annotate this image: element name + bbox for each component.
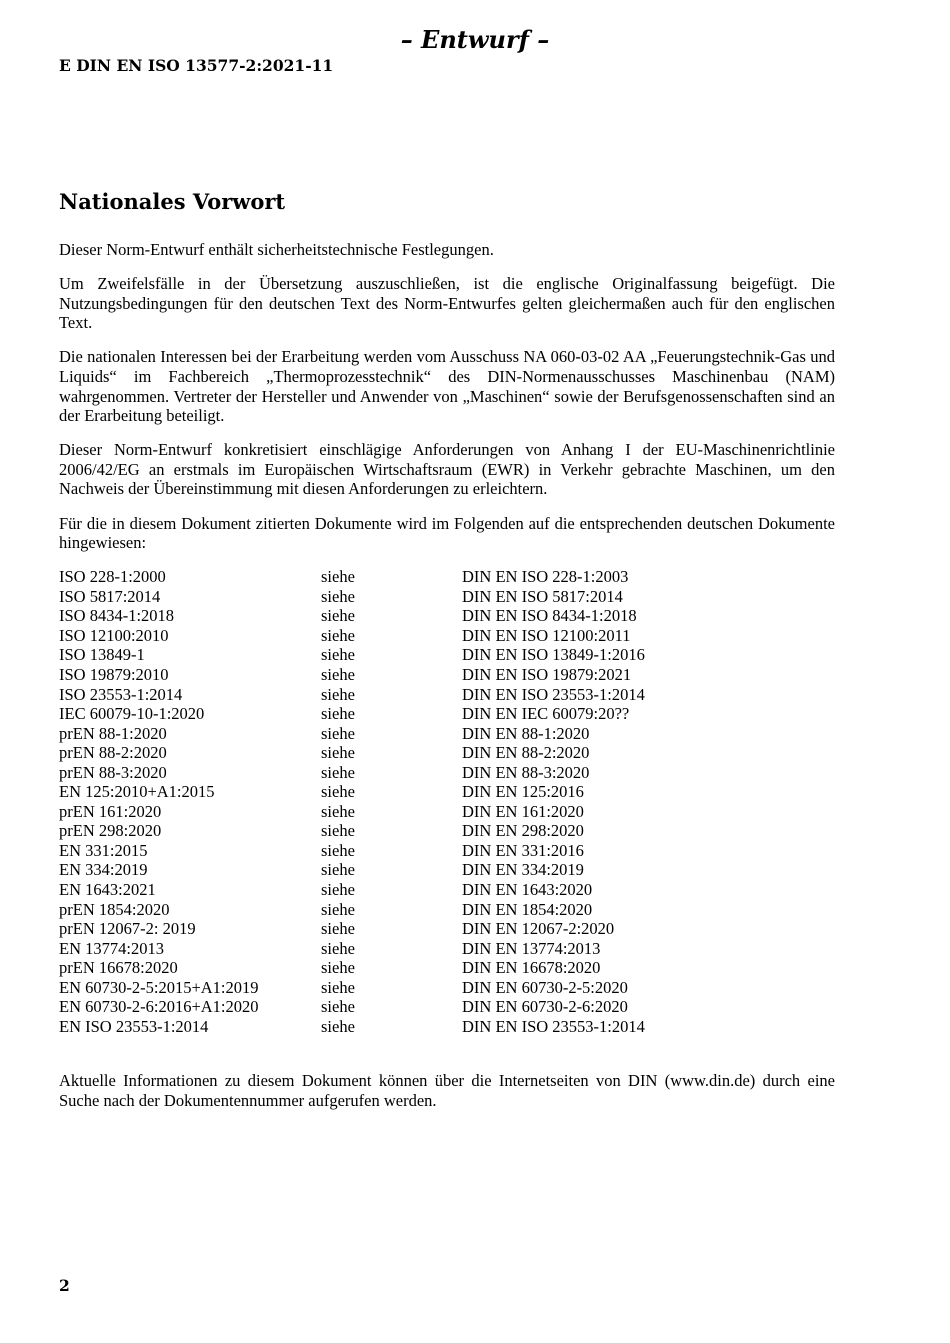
- cited-document: EN 60730-2-6:2016+A1:2020: [59, 997, 259, 1017]
- german-document: DIN EN 331:2016: [462, 840, 584, 860]
- cited-document: EN 60730-2-5:2015+A1:2019: [59, 977, 259, 997]
- german-document: DIN EN 88-2:2020: [462, 743, 590, 763]
- relation-label: siehe: [321, 743, 355, 763]
- german-document: DIN EN ISO 8434-1:2018: [462, 606, 637, 626]
- german-document: DIN EN 16678:2020: [462, 958, 601, 978]
- reference-row: [59, 743, 722, 763]
- reference-row: [59, 606, 722, 626]
- paragraph: Um Zweifelsfälle in der Übersetzung auszuschließen, ist die englische Originalfassung beigefügt. Die Nutzungsbedingungen für den deutschen Text des Norm-Entwurfes gelten gleichermaßen auch für den englischen Text.: [59, 274, 835, 333]
- reference-row: [59, 978, 722, 998]
- relation-label: siehe: [321, 762, 355, 782]
- relation-label: siehe: [321, 723, 355, 743]
- relation-label: siehe: [321, 1016, 355, 1036]
- cited-document: ISO 19879:2010: [59, 664, 169, 684]
- relation-label: siehe: [321, 684, 355, 704]
- german-document: DIN EN ISO 5817:2014: [462, 586, 623, 606]
- paragraph: Für die in diesem Dokument zitierten Dokumente wird im Folgenden auf die entsprechenden deutschen Dokumente hingewiesen:: [59, 513, 835, 553]
- reference-table: [59, 567, 722, 1036]
- german-document: DIN EN 298:2020: [462, 821, 584, 841]
- cited-document: ISO 228-1:2000: [59, 567, 166, 587]
- reference-row: [59, 704, 722, 724]
- reference-row: [59, 880, 722, 900]
- german-document: DIN EN 88-1:2020: [462, 723, 590, 743]
- cited-document: IEC 60079-10-1:2020: [59, 704, 205, 724]
- reference-row: [59, 939, 722, 959]
- relation-label: siehe: [321, 625, 355, 645]
- cited-document: EN 125:2010+A1:2015: [59, 782, 215, 802]
- reference-row: [59, 919, 722, 939]
- relation-label: siehe: [321, 664, 355, 684]
- cited-document: EN ISO 23553-1:2014: [59, 1016, 209, 1036]
- paragraph: Die nationalen Interessen bei der Erarbeitung werden vom Ausschuss NA 060-03-02 AA „Feuerungstechnik-Gas und Liquids“ im Fachbereich „Thermoprozesstechnik“ des DIN-Normenausschusses Maschinenbau (NAM) wahrgenommen. Vertreter der Hersteller und Anwender von „Maschinen“ sowie der Berufsgenossenschaften sind an der Erarbeitung beteiligt.: [59, 347, 835, 426]
- cited-document: EN 331:2015: [59, 840, 148, 860]
- cited-document: EN 1643:2021: [59, 879, 156, 899]
- cited-document: ISO 5817:2014: [59, 586, 161, 606]
- german-document: DIN EN ISO 23553-1:2014: [462, 1016, 645, 1036]
- german-document: DIN EN ISO 228-1:2003: [462, 567, 629, 587]
- relation-label: siehe: [321, 919, 355, 939]
- cited-document: prEN 88-1:2020: [59, 723, 167, 743]
- reference-row: [59, 821, 722, 841]
- german-document: DIN EN ISO 12100:2011: [462, 625, 631, 645]
- relation-label: siehe: [321, 586, 355, 606]
- relation-label: siehe: [321, 860, 355, 880]
- cited-document: prEN 88-3:2020: [59, 762, 167, 782]
- cited-document: prEN 88-2:2020: [59, 743, 167, 763]
- cited-document: ISO 13849-1: [59, 645, 145, 665]
- relation-label: siehe: [321, 840, 355, 860]
- reference-row: [59, 665, 722, 685]
- reference-row: [59, 802, 722, 822]
- relation-label: siehe: [321, 997, 355, 1017]
- relation-label: siehe: [321, 899, 355, 919]
- reference-row: [59, 685, 722, 705]
- reference-row: [59, 567, 722, 587]
- reference-table-body: [59, 567, 722, 1036]
- reference-row: [59, 958, 722, 978]
- german-document: DIN EN 60730-2-6:2020: [462, 997, 628, 1017]
- relation-label: siehe: [321, 645, 355, 665]
- reference-row: [59, 997, 722, 1017]
- relation-label: siehe: [321, 801, 355, 821]
- german-document: DIN EN 125:2016: [462, 782, 584, 802]
- cited-document: prEN 161:2020: [59, 801, 162, 821]
- german-document: DIN EN 12067-2:2020: [462, 919, 615, 939]
- relation-label: siehe: [321, 567, 355, 587]
- cited-document: EN 334:2019: [59, 860, 148, 880]
- german-document: DIN EN IEC 60079:20??: [462, 704, 630, 724]
- german-document: DIN EN 88-3:2020: [462, 762, 590, 782]
- reference-row: [59, 782, 722, 802]
- cited-document: prEN 1854:2020: [59, 899, 170, 919]
- document-id: E DIN EN ISO 13577-2:2021-11: [59, 56, 334, 75]
- german-document: DIN EN ISO 23553-1:2014: [462, 684, 645, 704]
- german-document: DIN EN ISO 13849-1:2016: [462, 645, 645, 665]
- reference-row: [59, 860, 722, 880]
- draft-banner: – Entwurf –: [400, 25, 550, 54]
- relation-label: siehe: [321, 977, 355, 997]
- cited-document: prEN 298:2020: [59, 821, 162, 841]
- german-document: DIN EN ISO 19879:2021: [462, 664, 632, 684]
- cited-document: ISO 23553-1:2014: [59, 684, 183, 704]
- reference-row: [59, 841, 722, 861]
- german-document: DIN EN 1643:2020: [462, 879, 593, 899]
- relation-label: siehe: [321, 879, 355, 899]
- reference-row: [59, 645, 722, 665]
- relation-label: siehe: [321, 821, 355, 841]
- relation-label: siehe: [321, 958, 355, 978]
- cited-document: ISO 8434-1:2018: [59, 606, 175, 626]
- reference-row: [59, 626, 722, 646]
- german-document: DIN EN 13774:2013: [462, 938, 601, 958]
- relation-label: siehe: [321, 938, 355, 958]
- german-document: DIN EN 334:2019: [462, 860, 584, 880]
- cited-document: EN 13774:2013: [59, 938, 164, 958]
- page-number: 2: [59, 1276, 70, 1295]
- reference-row: [59, 1017, 722, 1037]
- cited-document: prEN 16678:2020: [59, 958, 178, 978]
- paragraph: Dieser Norm-Entwurf enthält sicherheitstechnische Festlegungen.: [59, 240, 494, 259]
- cited-document: prEN 12067-2: 2019: [59, 919, 196, 939]
- relation-label: siehe: [321, 606, 355, 626]
- relation-label: siehe: [321, 782, 355, 802]
- german-document: DIN EN 1854:2020: [462, 899, 593, 919]
- reference-row: [59, 900, 722, 920]
- section-heading: Nationales Vorwort: [59, 189, 286, 214]
- reference-row: [59, 587, 722, 607]
- closing-paragraph: Aktuelle Informationen zu diesem Dokument können über die Internetseiten von DIN (www.din.de) durch eine Suche nach der Dokumentennummer aufgerufen werden.: [59, 1071, 835, 1110]
- paragraph: Dieser Norm-Entwurf konkretisiert einschlägige Anforderungen von Anhang I der EU-Maschinenrichtlinie 2006/42/EG an erstmals im Europäischen Wirtschaftsraum (EWR) in Verkehr gebrachte Maschinen, um den Nachweis der Übereinstimmung mit diesen Anforderungen zu erleichtern.: [59, 440, 835, 499]
- german-document: DIN EN 60730-2-5:2020: [462, 977, 628, 997]
- cited-document: ISO 12100:2010: [59, 625, 169, 645]
- reference-row: [59, 724, 722, 744]
- german-document: DIN EN 161:2020: [462, 801, 584, 821]
- document-body: [59, 240, 835, 1125]
- relation-label: siehe: [321, 704, 355, 724]
- reference-row: [59, 763, 722, 783]
